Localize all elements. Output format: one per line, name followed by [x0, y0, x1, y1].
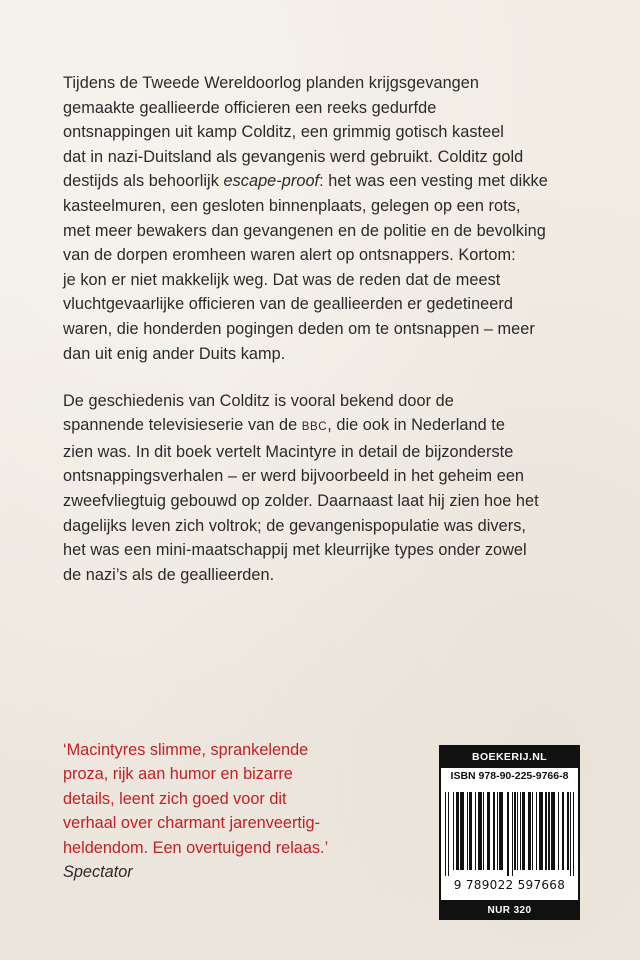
text-line: [63, 413, 603, 440]
blurb-paragraph-2: [63, 389, 603, 588]
barcode-bar: [467, 792, 468, 870]
quote-line: verhaal over charmant jarenveertig-: [63, 814, 321, 833]
quote-line: proza, rijk aan humor en bizarre: [63, 765, 293, 784]
barcode-bar: [541, 792, 542, 870]
barcode-number: 9 789022 597668: [453, 878, 566, 892]
text-line: zien was. In dit boek vertelt Macintyre in detail de bijzonderste: [63, 442, 514, 461]
text-line: dagelijks leven zich voltrok; de gevangenispopulatie was divers,: [63, 516, 526, 535]
barcode-bar: [457, 792, 458, 870]
publisher-label: BOEKERIJ.NL: [472, 751, 547, 763]
barcode-bar: [532, 792, 533, 870]
barcode-bar: [514, 792, 515, 870]
quote-source: Spectator: [63, 863, 133, 882]
text-line: waren, die honderden pogingen deden om te ontsnappen – meer: [63, 319, 535, 338]
barcode-bar: [483, 792, 484, 870]
barcode-bar: [536, 792, 537, 870]
barcode-bar: [520, 792, 521, 870]
text-line: dan uit enig ander Duits kamp.: [63, 344, 286, 363]
text-line: van de dorpen eromheen waren alert op ontsnappers. Kortom:: [63, 246, 516, 265]
isbn-label: ISBN 978-90-225-9766-8: [450, 770, 569, 782]
barcode-bar: [512, 792, 513, 876]
text-line: vluchtgevaarlijke officieren van de geallieerden er gedetineerd: [63, 295, 513, 314]
quote-line: details, leent zich goed voor dit: [63, 789, 287, 808]
small-caps-bbc: BBC: [301, 421, 328, 434]
barcode-bar: [480, 792, 481, 870]
barcode-bar: [570, 792, 571, 876]
quote-line: heldendom. Een overtuigend relaas.’: [63, 838, 329, 857]
barcode-bar: [558, 792, 559, 870]
barcode-bar: [471, 792, 472, 870]
blurb-paragraph-1: [63, 71, 603, 366]
nur-label: NUR 320: [487, 905, 532, 916]
barcode-bars: [445, 792, 574, 876]
barcode-bar: [573, 792, 574, 876]
barcode-bar: [494, 792, 495, 870]
barcode-bar: [445, 792, 446, 876]
text-line: dat in nazi-Duitsland als gevangenis werd gebruikt. Colditz gold: [63, 147, 524, 166]
barcode-bar: [497, 792, 498, 870]
text-line: gemaakte geallieerde officieren een reeks gedurfde: [63, 98, 437, 117]
text-line: kasteelmuren, een gesloten binnenplaats, gelegen op een rots,: [63, 196, 521, 215]
text-line: Tijdens de Tweede Wereldoorlog planden krijgsgevangen: [63, 74, 479, 92]
barcode-block: [439, 745, 580, 920]
text-line: de nazi’s als de geallieerden.: [63, 565, 275, 584]
text-line: [63, 169, 603, 194]
review-quote: [63, 738, 393, 884]
text-fragment: spannende televisieserie van de: [63, 416, 302, 435]
text-fragment: : het was een vesting met dikke: [319, 172, 548, 191]
barcode-bar: [448, 792, 449, 876]
text-line: De geschiedenis van Colditz is vooral bekend door de: [63, 391, 454, 410]
barcode-bar: [524, 792, 525, 870]
blurb-text: [63, 71, 603, 587]
barcode-bar: [554, 792, 555, 870]
text-fragment: destijds als behoorlijk: [63, 172, 224, 191]
barcode-bar: [545, 792, 546, 870]
barcode-bar: [488, 792, 489, 870]
text-line: je kon er niet makkelijk weg. Dat was de reden dat de meest: [63, 270, 501, 289]
text-line: ontsnappingsverhalen – er werd bijvoorbeeld in het geheim een: [63, 467, 525, 486]
barcode-bar: [463, 792, 464, 870]
text-line: zweefvliegtuig gebouwd op zolder. Daarnaast laat hij zien hoe het: [63, 492, 539, 510]
barcode-bar: [502, 792, 503, 870]
barcode-bar: [507, 792, 508, 876]
barcode-bar: [548, 792, 549, 870]
barcode-bar: [567, 792, 568, 870]
barcode-panel: [441, 768, 578, 900]
text-line: het was een mini-maatschappij met kleurrijke types onder zowel: [63, 541, 527, 560]
text-line: met meer bewakers dan gevangenen en de politie en de bevolking: [63, 221, 546, 240]
barcode-bar: [475, 792, 476, 870]
barcode-bar: [563, 792, 564, 870]
barcode-bar: [517, 792, 518, 870]
text-fragment: , die ook in Nederland te: [327, 416, 505, 435]
barcode-bar: [529, 792, 530, 870]
barcode-bar: [453, 792, 454, 870]
text-line: ontsnappingen uit kamp Colditz, een grimmig gotisch kasteel: [63, 123, 504, 142]
emphasis-escape-proof: escape-proof: [223, 172, 320, 191]
quote-line: ‘Macintyres slimme, sprankelende: [63, 741, 309, 759]
